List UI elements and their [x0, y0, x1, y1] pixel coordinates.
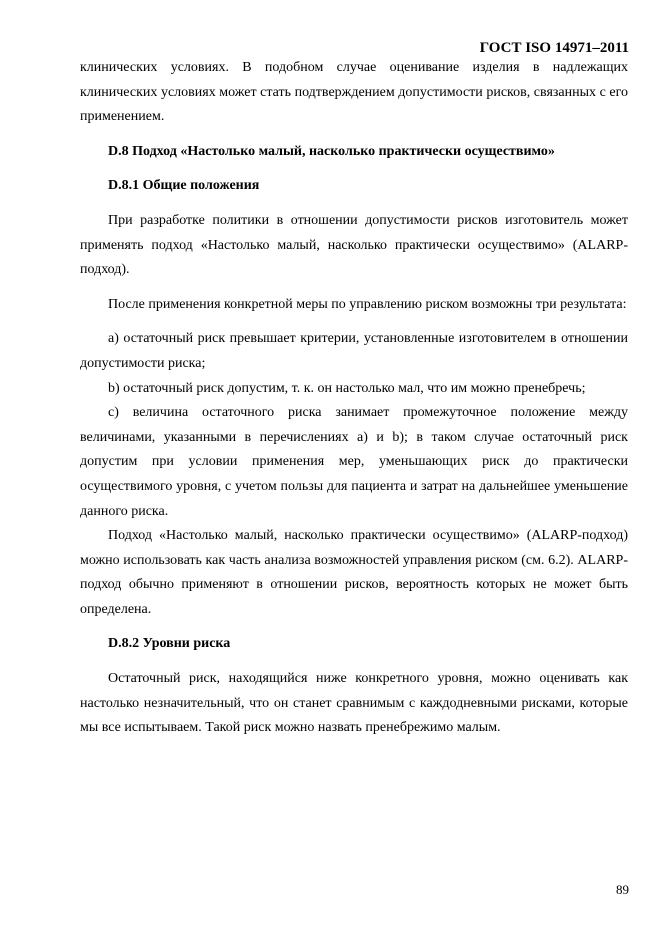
paragraph-risk-levels: Остаточный риск, находящийся ниже конкретного уровня, можно оценивать как настолько незначительный, что он станет сравнимым с каждодневными рисками, которые мы все испытываем. Такой риск можно назвать пренебрежимо малым.	[80, 671, 628, 736]
section-heading-d8-1: D.8.1 Общие положения	[108, 178, 260, 194]
paragraph-results: После применения конкретной меры по управлению риском возможны три результата:	[108, 296, 627, 312]
paragraph-alarp-use: Подход «Настолько малый, насколько практически осуществимо» (ALARP-подход) можно использовать как часть анализа возможностей управления риском (см. 6.2). ALARP-подход обычно применяют в отношении рисков, вероятность которых не может быть определена.	[80, 528, 628, 617]
paragraph-alarp-intro: При разработке политики в отношении допустимости рисков изготовитель может применять подход «Настолько малый, насколько практически осуществимо» (ALARP-подход).	[80, 212, 628, 278]
page-number: 89	[616, 882, 629, 897]
document-code-header: ГОСТ ISO 14971–2011	[479, 40, 629, 56]
list-item-a: a) остаточный риск превышает критерии, установленные изготовителем в отношении допустимости риска;	[80, 331, 628, 371]
section-heading-d8-2: D.8.2 Уровни риска	[108, 636, 231, 652]
document-body	[80, 56, 628, 741]
section-heading-d8: D.8 Подход «Настолько малый, насколько практически осуществимо»	[108, 143, 555, 159]
paragraph-continuation: клинических условиях. В подобном случае оценивание изделия в надлежащих клинических условиях может стать подтверждением допустимости рисков, связанных с его применением.	[80, 60, 628, 125]
list-item-c: c) величина остаточного риска занимает промежуточное положение между величинами, указанными в перечислениях a) и b); в таком случае остаточный риск допустим при условии применения мер, уменьшающих риск до практически осуществимого уровня, с учетом пользы для пациента и затрат на дальнейшее уменьшение данного риска.	[80, 405, 628, 519]
list-item-b: b) остаточный риск допустим, т. к. он настолько мал, что им можно пренебречь;	[108, 380, 586, 396]
